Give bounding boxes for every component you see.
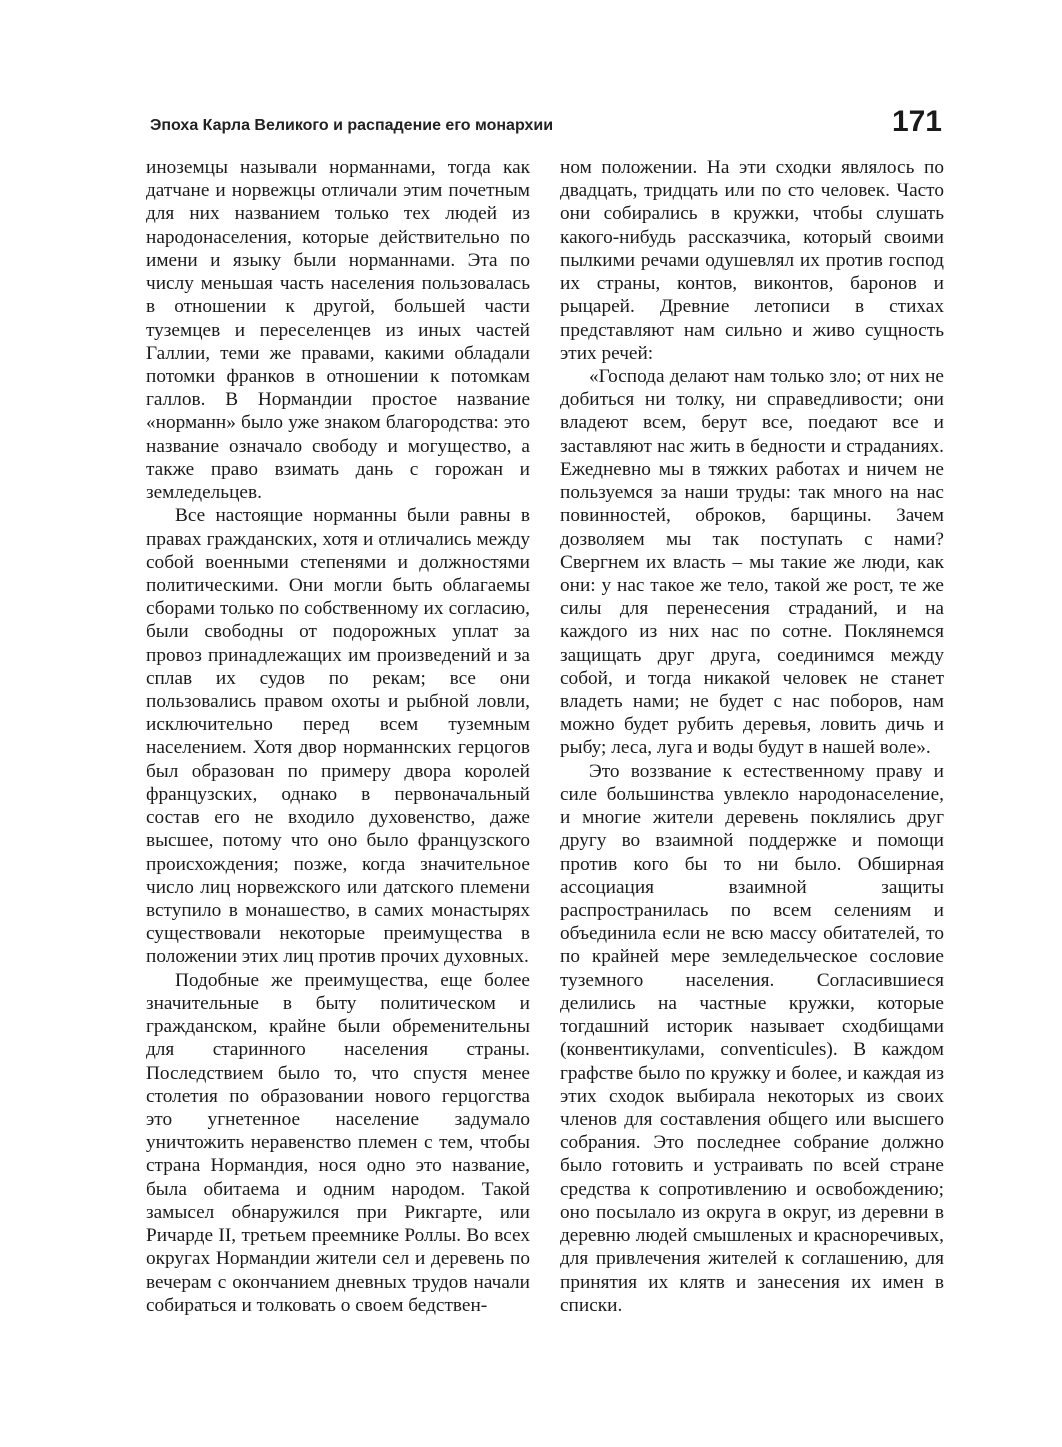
right-column xyxy=(560,156,944,1317)
paragraph: иноземцы называли норманнами, тогда как датчане и норвежцы отличали этим почетным для них названием только тех людей из народонаселения, которые действительно по имени и языку были норманнами. Эта по числу меньшая часть населения пользовалась в отношении к другой, большей части туземцев и переселенцев из иных частей Галлии, теми же правами, какими обладали потомки франков в отношении к потомкам галлов. В Нормандии простое название «норманн» было уже знаком благородства: это название означало свободу и могущество, а также право взимать дань с горожан и земледельцев. xyxy=(146,157,530,504)
running-title: Эпоха Карла Великого и распадение его монархии xyxy=(150,117,554,134)
paragraph: Это воззвание к естественному праву и силе большинства увлекло народонаселение, и многие жители деревень поклялись друг другу во взаимной поддержке и помощи против кого бы то ни было. Обширная ассоциация взаимной защиты распространилась по всем селениям и объединила если не всю массу обитателей, то по крайней мере земледельческое сословие туземного населения. Согласившиеся делились на частные кружки, которые тогдашний историк называет сходбищами (конвентикулами, conventicules). В каждом графстве было по кружку и более, и каждая из этих сходок выбирала некоторых из своих членов для составления общего или высшего собрания. Это последнее собрание должно было готовить и устраивать по всей стране средства к сопротивлению и освобождению; оно посылало из округа в округ, из деревни в деревню людей смышленых и красноречивых, для привлечения жителей к соглашению, для принятия их клятв и занесения их имен в списки. xyxy=(560,760,944,1316)
quote-paragraph: «Господа делают нам только зло; от них не добиться ни толку, ни справедливости; они владеют всем, берут все, поедают все и заставляют нас жить в бедности и страданиях. Ежедневно мы в тяжких работах и ничем не пользуемся за наши труды: так много на нас повинностей, оброков, барщины. Зачем дозволяем мы так поступать с нами? Свергнем их власть – мы такие же люди, как они: у нас такое же тело, такой же рост, те же силы для перенесения страданий, и на каждого из них нас по сотне. Поклянемся защищать друг друга, соединимся между собой, и тогда никакой человек не станет владеть нами; не будет с нас поборов, нам можно будет рубить деревья, ловить дичь и рыбу; леса, луга и воды будут в нашей воле». xyxy=(560,365,944,759)
paragraph: Все настоящие норманны были равны в правах гражданских, хотя и отличались между собой военными степенями и должностями политическими. Они могли быть облагаемы сборами только по собственному их согласию, были свободны от подорожных уплат за провоз принадлежащих им произведений и за сплав их судов по рекам; все они пользовались правом охоты и рыбной ловли, исключительно перед всем туземным населением. Хотя двор норманнских герцогов был образован по примеру двора королей французских, однако в первоначальный состав его не входило духовенство, даже высшее, потому что оно было французского происхождения; позже, когда значительное число лиц норвежского или датского племени вступило в монашество, в самих монастырях существовали некоторые преимущества в положении этих лиц против прочих духовных. xyxy=(146,505,530,968)
left-column xyxy=(146,156,530,1317)
running-header xyxy=(150,105,942,151)
paragraph: ном положении. На эти сходки являлось по двадцать, тридцать или по сто человек. Часто они собирались в кружки, чтобы слушать какого-нибудь рассказчика, который своими пылкими речами одушевлял их против господ их страны, контов, виконтов, баронов и рыцарей. Древние летописи в стихах представляют нам сильно и живо сущность этих речей: xyxy=(560,157,944,364)
paragraph: Подобные же преимущества, еще более значительные в быту политическом и гражданском, крайне были обременительны для старинного населения страны. Последствием было то, что спустя менее столетия по образовании нового герцогства это угнетенное население задумало уничтожить неравенство племен с тем, чтобы страна Нормандия, нося одно это название, была обитаема и одним народом. Такой замысел обнаружился при Рикгарте, или Ричарде II, третьем преемнике Роллы. Во всех округах Нормандии жители сел и деревень по вечерам с окончанием дневных трудов начали собираться и толковать о своем бедствен- xyxy=(146,969,530,1316)
page-number: 171 xyxy=(891,105,942,138)
